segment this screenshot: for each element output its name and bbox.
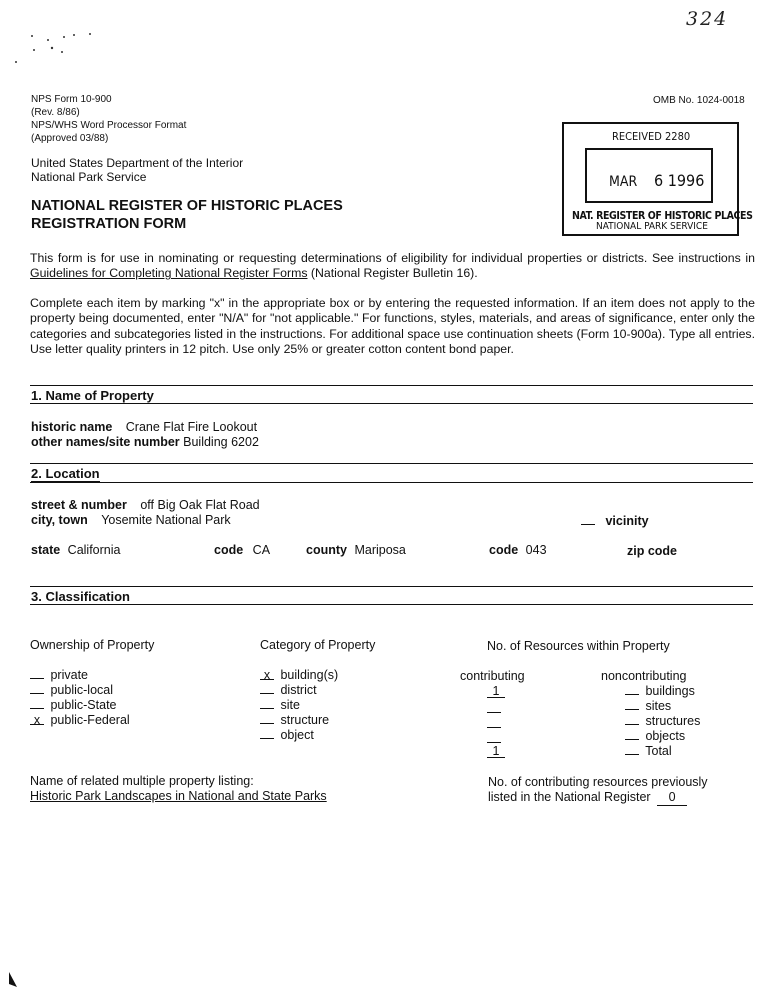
resource-row — [487, 744, 505, 759]
previously-listed-line1: No. of contributing resources previously — [488, 775, 708, 789]
form-approved: (Approved 03/88) — [31, 133, 109, 144]
county-label: county — [306, 543, 347, 557]
category-option — [260, 683, 317, 698]
ownership-label: public-Federal — [50, 713, 130, 727]
noncontributing-count — [625, 715, 639, 725]
category-label: object — [280, 728, 314, 742]
previously-listed-label: listed in the National Register — [488, 790, 651, 804]
street-label: street & number — [31, 498, 127, 512]
category-label: structure — [280, 713, 330, 727]
related-listing-value: Historic Park Landscapes in National and State Parks — [30, 789, 327, 803]
previously-listed-count: 0 — [657, 790, 687, 806]
resource-row — [625, 714, 700, 729]
other-names-label: other names/site number — [31, 435, 180, 449]
category-mark: x — [260, 670, 274, 680]
category-label: site — [280, 698, 300, 712]
category-option — [260, 728, 314, 743]
form-format: NPS/WHS Word Processor Format — [31, 120, 187, 131]
resource-row — [625, 699, 671, 714]
noncontributing-count — [625, 730, 639, 740]
stamp-month: MAR — [609, 174, 638, 190]
state-value: California — [67, 543, 121, 557]
stamp-received: RECEIVED 2280 — [612, 130, 691, 143]
scan-specks — [12, 28, 102, 68]
vicinity-label: vicinity — [605, 514, 649, 528]
form-title-line1: NATIONAL REGISTER OF HISTORIC PLACES — [31, 198, 343, 214]
state-field — [31, 543, 120, 558]
ownership-option — [30, 698, 117, 713]
category-mark — [260, 684, 274, 694]
ownership-label: private — [50, 668, 89, 682]
ownership-option — [30, 668, 88, 683]
contributing-count: 1 — [487, 744, 505, 758]
ownership-mark — [30, 669, 44, 679]
section2-top-rule — [30, 463, 753, 464]
intro-paragraph-1 — [30, 251, 755, 282]
category-option — [260, 668, 338, 683]
stamp-day-year: 6 1996 — [654, 171, 705, 190]
zip-code-label: zip code — [627, 544, 678, 558]
state-label: state — [31, 543, 61, 557]
noncontributing-header: noncontributing — [601, 669, 687, 683]
section3-heading: 3. Classification — [31, 589, 130, 604]
scan-mark-graphic — [8, 972, 18, 988]
ownership-mark: x — [30, 715, 44, 725]
category-header: Category of Property — [260, 638, 376, 652]
ownership-header: Ownership of Property — [30, 638, 155, 652]
vicinity-blank — [581, 515, 595, 525]
resource-label: structures — [645, 714, 701, 728]
noncontributing-count — [625, 685, 639, 695]
ownership-label: public-local — [50, 683, 114, 697]
intro-paragraph-2: Complete each item by marking "x" in the appropriate box or by entering the requested information. If an item does not apply to the property being documented, enter "N/A" for "not applicable." For functions, styles, materials, and areas of significance, enter only the categories and subcategories listed in the instructions. For additional space use continuation sheets (Form 10-900a). Type all entries. Use letter quality printers in 12 pitch. Use only 25% or greater cotton content bond paper. — [30, 296, 755, 357]
historic-name-label: historic name — [31, 420, 113, 434]
street-value: off Big Oak Flat Road — [140, 498, 260, 512]
section1-top-rule — [30, 385, 753, 386]
omb-number: OMB No. 1024-0018 — [653, 95, 745, 106]
noncontributing-count — [625, 745, 639, 755]
category-mark — [260, 729, 274, 739]
resources-header: No. of Resources within Property — [487, 639, 670, 653]
category-label: district — [280, 683, 317, 697]
stamp-register-line: NAT. REGISTER OF HISTORIC PLACES — [572, 210, 753, 222]
county-code-label: code — [489, 543, 519, 557]
form-title-line2: REGISTRATION FORM — [31, 216, 187, 232]
contributing-count — [487, 729, 501, 743]
resource-row — [625, 744, 672, 759]
form-number: NPS Form 10-900 — [31, 94, 112, 105]
state-code-value: CA — [252, 543, 271, 557]
resource-label: sites — [645, 699, 672, 713]
guidelines-reference: Guidelines for Completing National Register Forms — [30, 266, 308, 281]
form-revision: (Rev. 8/86) — [31, 107, 80, 118]
contributing-count — [487, 714, 501, 728]
contributing-header: contributing — [460, 669, 525, 683]
section3-top-rule — [30, 586, 753, 587]
category-label: building(s) — [280, 668, 339, 682]
intro-p1-text-before: This form is for use in nominating or requesting determinations of eligibility for individual properties or districts. See instructions in — [30, 251, 755, 265]
contributing-count — [487, 699, 501, 713]
scan-specks-graphic — [12, 28, 102, 68]
stamp-service-line: NATIONAL PARK SERVICE — [596, 221, 708, 232]
other-names-value: Building 6202 — [183, 435, 259, 449]
county-value: Mariposa — [354, 543, 406, 557]
ownership-option — [30, 683, 113, 698]
ownership-label: public-State — [50, 698, 117, 712]
category-option — [260, 698, 300, 713]
resource-row — [487, 684, 505, 699]
street-row — [31, 498, 260, 513]
city-row — [31, 513, 231, 528]
ownership-mark — [30, 684, 44, 694]
resource-label: Total — [645, 744, 672, 758]
ownership-mark — [30, 699, 44, 709]
city-label: city, town — [31, 513, 88, 527]
state-code-label: code — [214, 543, 244, 557]
section2-heading: 2. Location — [31, 466, 100, 481]
section3-bottom-rule — [30, 604, 753, 605]
resource-row — [625, 684, 695, 699]
category-mark — [260, 714, 274, 724]
category-option — [260, 713, 329, 728]
noncontributing-count — [625, 700, 639, 710]
contributing-count: 1 — [487, 684, 505, 698]
intro-p1-text-after: (National Register Bulletin 16). — [307, 266, 478, 281]
historic-name-value: Crane Flat Fire Lookout — [125, 420, 258, 434]
handwritten-page-number: 324 — [686, 8, 729, 30]
county-code-value: 043 — [525, 543, 547, 557]
historic-name-row — [31, 420, 257, 435]
ownership-option — [30, 713, 130, 728]
related-listing-label: Name of related multiple property listing: — [30, 774, 254, 788]
scan-mark-icon — [8, 972, 18, 988]
previously-listed-line2 — [488, 790, 687, 806]
category-mark — [260, 699, 274, 709]
vicinity-checkbox — [581, 514, 649, 529]
state-code-field — [214, 543, 270, 558]
agency: National Park Service — [31, 170, 147, 184]
resource-label: objects — [645, 729, 686, 743]
other-names-row — [31, 435, 259, 450]
county-field — [306, 543, 406, 558]
resource-row — [625, 729, 685, 744]
department: United States Department of the Interior — [31, 156, 244, 170]
resource-label: buildings — [645, 684, 695, 698]
city-value: Yosemite National Park — [101, 513, 231, 527]
section2-bottom-rule — [30, 482, 753, 483]
section1-bottom-rule — [30, 403, 753, 404]
section1-heading: 1. Name of Property — [31, 388, 154, 403]
county-code-field — [489, 543, 547, 558]
